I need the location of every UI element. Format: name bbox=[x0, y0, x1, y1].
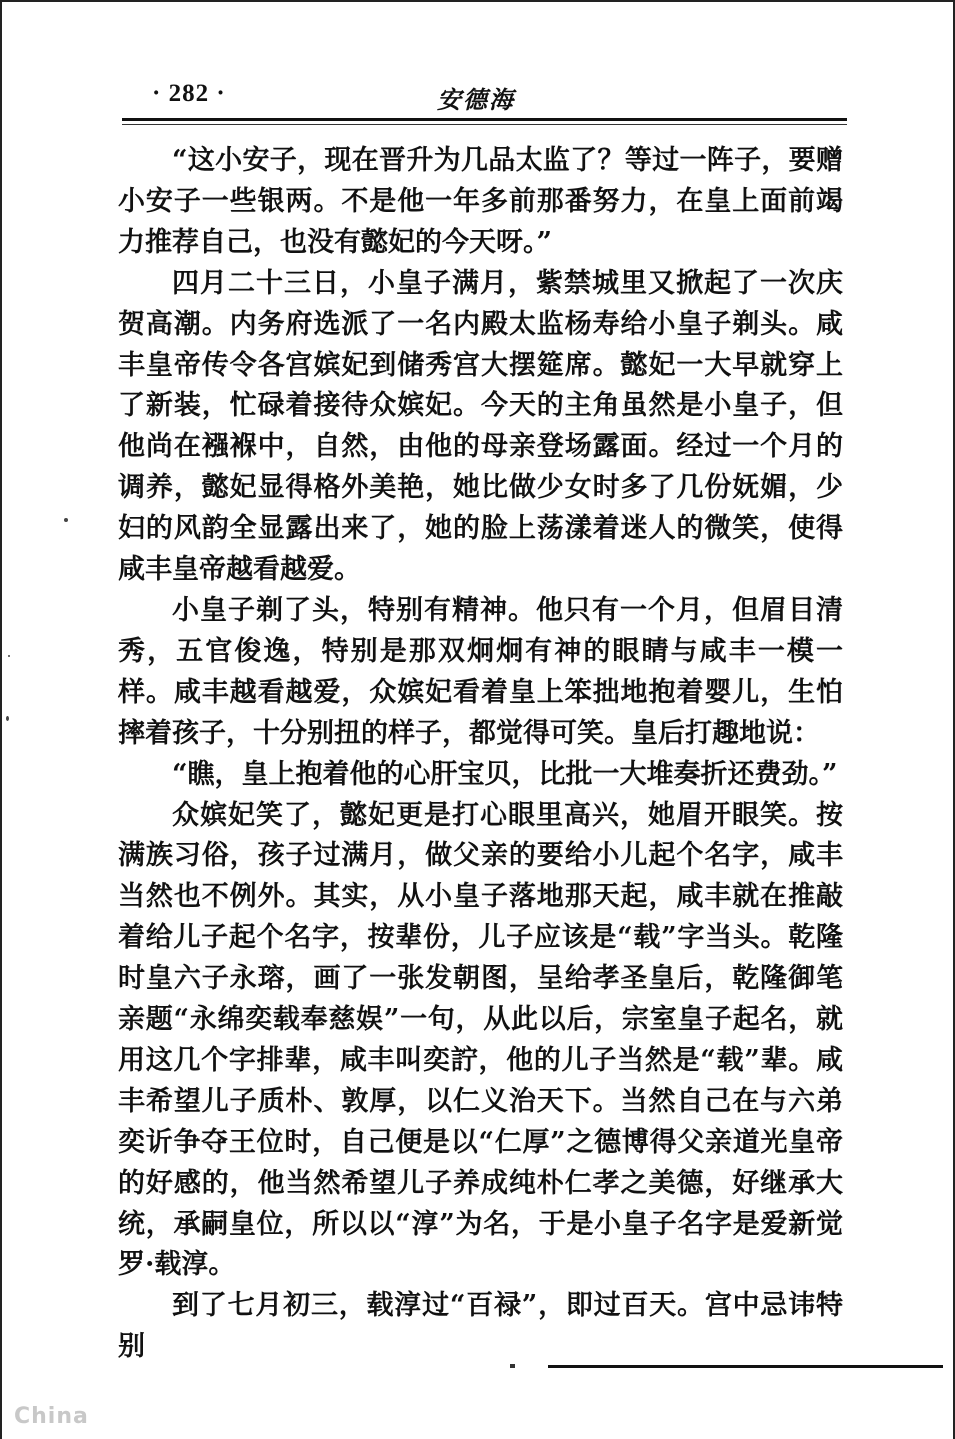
header-rule-thick bbox=[122, 118, 847, 121]
paragraph-6: 到了七月初三，载淳过“百禄”，即过百天。宫中忌讳特别 bbox=[118, 1290, 843, 1363]
paragraph-1: “这小安子，现在晋升为几品太监了？等过一阵子，要赠小安子一些银两。不是他一年多前那番努力，在皇上面前竭力推荐自己，也没有懿妃的今天呀。” bbox=[118, 145, 843, 258]
page-edge-top bbox=[0, 0, 955, 2]
paragraph-2: 四月二十三日，小皇子满月，紫禁城里又掀起了一次庆贺高潮。内务府选派了一名内殿太监杨寿给小皇子剃头。咸丰皇帝传令各宫嫔妃到储秀宫大摆筵席。懿妃一大早就穿上了新装，忙碌着接待众嫔妃。今天的主角虽然是小皇子，但他尚在襁褓中，自然，由他的母亲登场露面。经过一个月的调养，懿妃显得格外美艳，她比做少女时多了几份妩媚，少妇的风韵全显露出来了，她的脸上荡漾着迷人的微笑，使得咸丰皇帝越看越爱。 bbox=[118, 267, 843, 586]
scan-speck bbox=[6, 716, 9, 721]
running-title: 安德海 bbox=[437, 85, 515, 114]
header-rule-thin bbox=[122, 124, 847, 125]
paragraph-3: 小皇子剃了头，特别有精神。他只有一个月，但眉目清秀，五官俊逸，特别是那双炯炯有神的眼睛与咸丰一模一样。咸丰越看越爱，众嫔妃看着皇上笨拙地抱着婴儿，生怕摔着孩子，十分别扭的样子，都觉得可笑。皇后打趣地说： bbox=[118, 594, 843, 749]
footer-rule bbox=[548, 1365, 943, 1368]
page-header bbox=[122, 80, 847, 116]
paragraph-5: 众嫔妃笑了，懿妃更是打心眼里高兴，她眉开眼笑。按满族习俗，孩子过满月，做父亲的要给小儿起个名字，咸丰当然也不例外。其实，从小皇子落地那天起，咸丰就在推敲着给儿子起个名字，按辈份，儿子应该是“载”字当头。乾隆时皇六子永瑢，画了一张发朝图，呈给孝圣皇后，乾隆御笔亲题“永绵奕载奉慈娱”一句，从此以后，宗室皇子起名，就用这几个字排辈，咸丰叫奕詝，他的儿子当然是“载”辈。咸丰希望儿子质朴、敦厚，以仁义治天下。当然自己在与六弟奕䜣争夺王位时，自己便是以“仁厚”之德博得父亲道光皇帝的好感的，他当然希望儿子养成纯朴仁孝之美德，好继承大统，承嗣皇位，所以以“淳”为名，于是小皇子名字是爱新觉罗·载淳。 bbox=[118, 799, 843, 1281]
page-edge-left bbox=[0, 0, 2, 1439]
body-text bbox=[118, 141, 843, 1368]
footer-mark bbox=[510, 1364, 515, 1368]
scan-speck bbox=[8, 655, 10, 657]
paragraph-4: “瞧，皇上抱着他的心肝宝贝，比批一大堆奏折还费劲。” bbox=[172, 758, 838, 790]
page-number: · 282 · bbox=[152, 80, 226, 107]
scan-speck bbox=[64, 518, 68, 522]
watermark-text: China bbox=[14, 1404, 89, 1429]
